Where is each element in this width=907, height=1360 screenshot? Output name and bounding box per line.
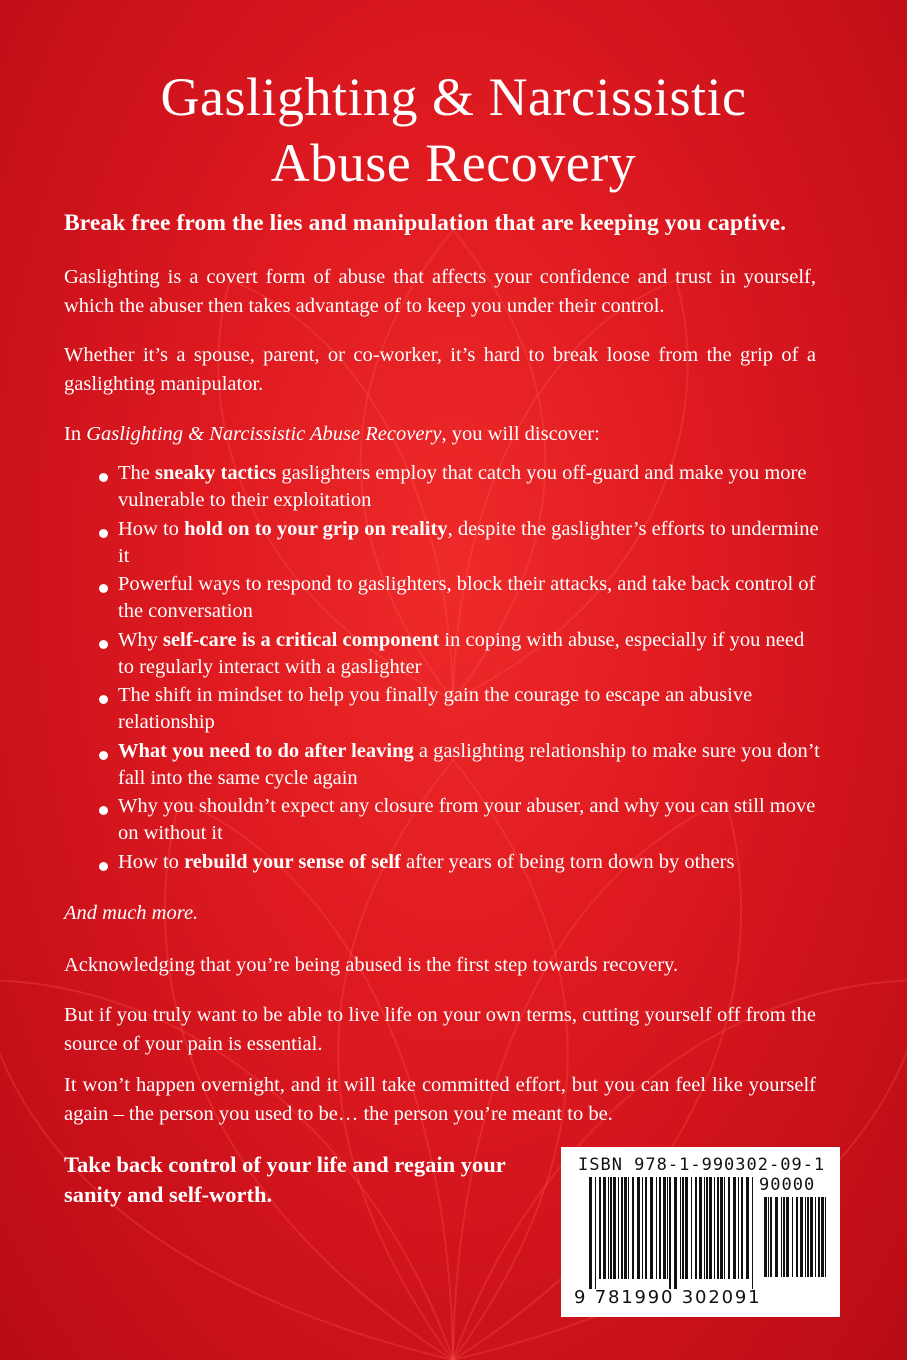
barcode-bar (704, 1177, 705, 1279)
barcode-bar (610, 1177, 612, 1279)
lead-sentence: Break free from the lies and manipulation that are keeping you captive. (64, 210, 787, 236)
barcode-bar (770, 1197, 772, 1277)
barcode-bar (645, 1177, 647, 1279)
barcode-bar (589, 1177, 592, 1289)
barcode-bar (775, 1197, 778, 1277)
bullet-icon (99, 584, 108, 593)
barcode-bar (792, 1197, 793, 1277)
barcode-bar (663, 1177, 666, 1279)
discover-book-title: Gaslighting & Narcissistic Abuse Recovery (86, 423, 442, 445)
barcode-bar (781, 1197, 782, 1277)
barcode-bar (608, 1177, 609, 1279)
barcode-bar (682, 1177, 684, 1279)
barcode-bar (618, 1177, 619, 1279)
paragraph-1: Gaslighting is a covert form of abuse that affects your confidence and trust in yourself, which the abuser then takes advantage of to keep you under their control. (64, 266, 816, 317)
bullet-icon (99, 473, 108, 482)
barcode-bar (764, 1197, 767, 1277)
barcode-bar (695, 1177, 697, 1279)
benefit-list (98, 460, 820, 877)
barcode-bar (650, 1177, 653, 1279)
benefit-item: The sneaky tactics gaslighters employ that catch you off-guard and make you more vulnerable to their exploitation (98, 460, 820, 514)
barcode-bar (659, 1177, 661, 1279)
barcode-bar (714, 1177, 715, 1279)
barcode-bar (637, 1177, 640, 1279)
benefit-item: How to hold on to your grip on reality, despite the gaslighter’s efforts to undermine it (98, 516, 820, 570)
barcode-bar (746, 1177, 749, 1279)
barcode-bar (642, 1177, 643, 1279)
discover-intro (64, 420, 816, 449)
barcode-bar (815, 1197, 816, 1277)
bullet-icon (99, 806, 108, 815)
bullet-icon (99, 529, 108, 538)
barcode-bar (709, 1177, 712, 1279)
barcode-bar (810, 1197, 813, 1277)
barcode-bar (728, 1177, 730, 1279)
barcode-bar (752, 1177, 753, 1289)
barcode-bar (632, 1177, 634, 1279)
barcode-bar (733, 1177, 736, 1279)
benefit-item: Why self-care is a critical component in coping with abuse, especially if you need to regularly interact with a gaslighter (98, 627, 820, 681)
barcode-bar (613, 1177, 616, 1279)
ean-barcode-bars (589, 1177, 757, 1289)
barcode-bar (818, 1197, 820, 1277)
ean-number: 9 781990 302091 (574, 1287, 762, 1308)
discover-post: , you will discover: (441, 423, 600, 445)
discover-pre: In (64, 423, 87, 445)
barcode-bar (603, 1177, 606, 1279)
barcode-bar (717, 1177, 719, 1279)
barcode-bar (741, 1177, 743, 1279)
bullet-icon (99, 695, 108, 704)
title-line-2: Abuse Recovery (270, 133, 637, 193)
barcode-bar (667, 1177, 668, 1279)
barcode-bar (595, 1177, 596, 1289)
paragraph-2: Whether it’s a spouse, parent, or co-worker, it’s hard to break loose from the grip of a gaslighting manipulator. (64, 344, 816, 395)
benefit-item: Why you shouldn’t expect any closure from your abuser, and why you can still move on without it (98, 793, 820, 847)
barcode-bar (691, 1177, 692, 1279)
barcode-bar (738, 1177, 739, 1279)
barcode-bar (783, 1197, 785, 1277)
barcode-bar (669, 1177, 671, 1289)
benefit-item: How to rebuild your sense of self after years of being torn down by others (98, 849, 820, 876)
bullet-icon (99, 862, 108, 871)
much-more: And much more. (64, 902, 199, 924)
barcode-bar (800, 1197, 803, 1277)
title-line-1: Gaslighting & Narcissistic (160, 67, 747, 127)
barcode-bar (724, 1177, 725, 1279)
barcode-bar (621, 1177, 623, 1279)
addon-barcode-bars (764, 1197, 830, 1287)
barcode-bar (768, 1197, 769, 1277)
barcode-bar (821, 1197, 824, 1277)
barcode-bar (796, 1197, 798, 1277)
barcode-bar (680, 1177, 681, 1279)
paragraph-3: Acknowledging that you’re being abused is the first step towards recovery. (64, 954, 679, 976)
benefit-item: What you need to do after leaving a gaslighting relationship to make sure you don’t fall into the same cycle again (98, 738, 820, 792)
closing-statement: Take back control of your life and regain your sanity and self-worth. (64, 1152, 506, 1207)
paragraph-5: It won’t happen overnight, and it will take committed effort, but you can feel like yourself again – the person you used to be… the person you’re meant to be. (64, 1074, 816, 1125)
barcode-bar (674, 1177, 677, 1289)
isbn-number: ISBN 978-1-990302-09-1 (578, 1155, 826, 1175)
barcode-bar (807, 1197, 809, 1277)
benefit-item: Powerful ways to respond to gaslighters, block their attacks, and take back control of the conversation (98, 571, 820, 625)
barcode-bar (720, 1177, 723, 1279)
bullet-icon (99, 640, 108, 649)
barcode-bar (825, 1197, 826, 1277)
barcode-bar (599, 1177, 601, 1279)
barcode-bar (699, 1177, 702, 1279)
barcode-bar (628, 1177, 629, 1279)
barcode-bar (706, 1177, 708, 1279)
paragraph-4: But if you truly want to be able to live life on your own terms, cutting yourself off from the source of your pain is essential. (64, 1004, 816, 1055)
barcode-bar (656, 1177, 657, 1279)
barcode-bar (786, 1197, 789, 1277)
barcode-bar (685, 1177, 688, 1279)
bullet-icon (99, 751, 108, 760)
barcode-bar (805, 1197, 806, 1277)
isbn-barcode (561, 1147, 840, 1317)
price-addon-number: 90000 (759, 1175, 816, 1195)
benefit-item: The shift in mindset to help you finally gain the courage to escape an abusive relationship (98, 682, 820, 736)
barcode-bar (624, 1177, 627, 1279)
